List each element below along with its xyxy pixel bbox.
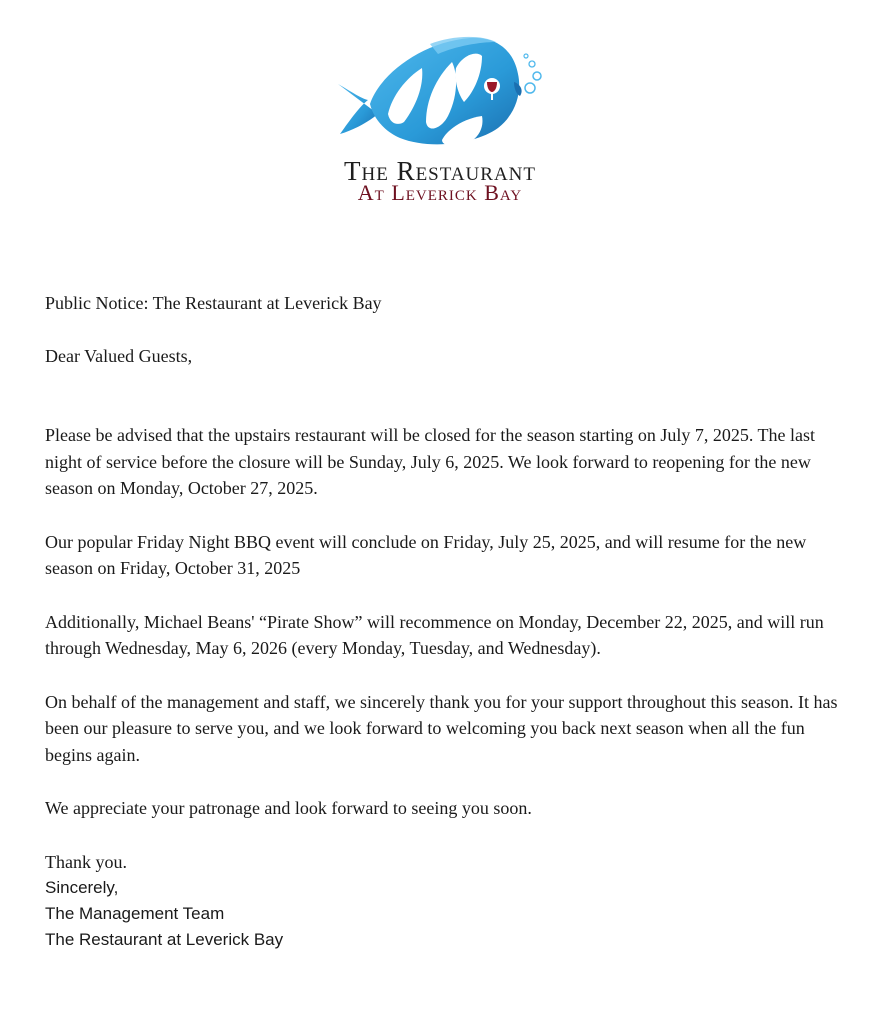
fish-icon [330, 34, 550, 152]
paragraph-thanks: On behalf of the management and staff, we sincerely thank you for your support throughout this season. It has been our pleasure to serve you, and we look forward to welcoming you back next season when all the fun begins again. [45, 691, 838, 765]
letter-subject: Public Notice: The Restaurant at Leverick Bay [45, 293, 382, 313]
logo-title: The Restaurant [344, 156, 536, 186]
signature-block [45, 875, 845, 953]
logo-subtitle: At Leverick Bay [357, 180, 523, 205]
restaurant-logo [318, 34, 562, 206]
signature-restaurant: The Restaurant at Leverick Bay [45, 930, 284, 949]
letter-closing: Thank you. [45, 851, 127, 872]
paragraph-pirate-show: Additionally, Michael Beans' “Pirate Show” will recommence on Monday, December 22, 2025, and will run through Wednesday, May 6, 2026 (every Monday, Tuesday, and Wednesday). [45, 611, 824, 658]
paragraph-closure: Please be advised that the upstairs restaurant will be closed for the season starting on July 7, 2025. The last night of service before the closure will be Sunday, July 6, 2025. We look forward to reopening for the new season on Monday, October 27, 2025. [45, 425, 815, 498]
letter-salutation: Dear Valued Guests, [45, 345, 193, 366]
signature-team: The Management Team [45, 904, 225, 923]
signature-sincerely: Sincerely, [45, 878, 119, 897]
paragraph-bbq: Our popular Friday Night BBQ event will conclude on Friday, July 25, 2025, and will resume for the new season on Friday, October 31, 2025 [45, 531, 807, 578]
letter-body [45, 290, 845, 953]
paragraph-appreciation: We appreciate your patronage and look forward to seeing you soon. [45, 798, 532, 818]
